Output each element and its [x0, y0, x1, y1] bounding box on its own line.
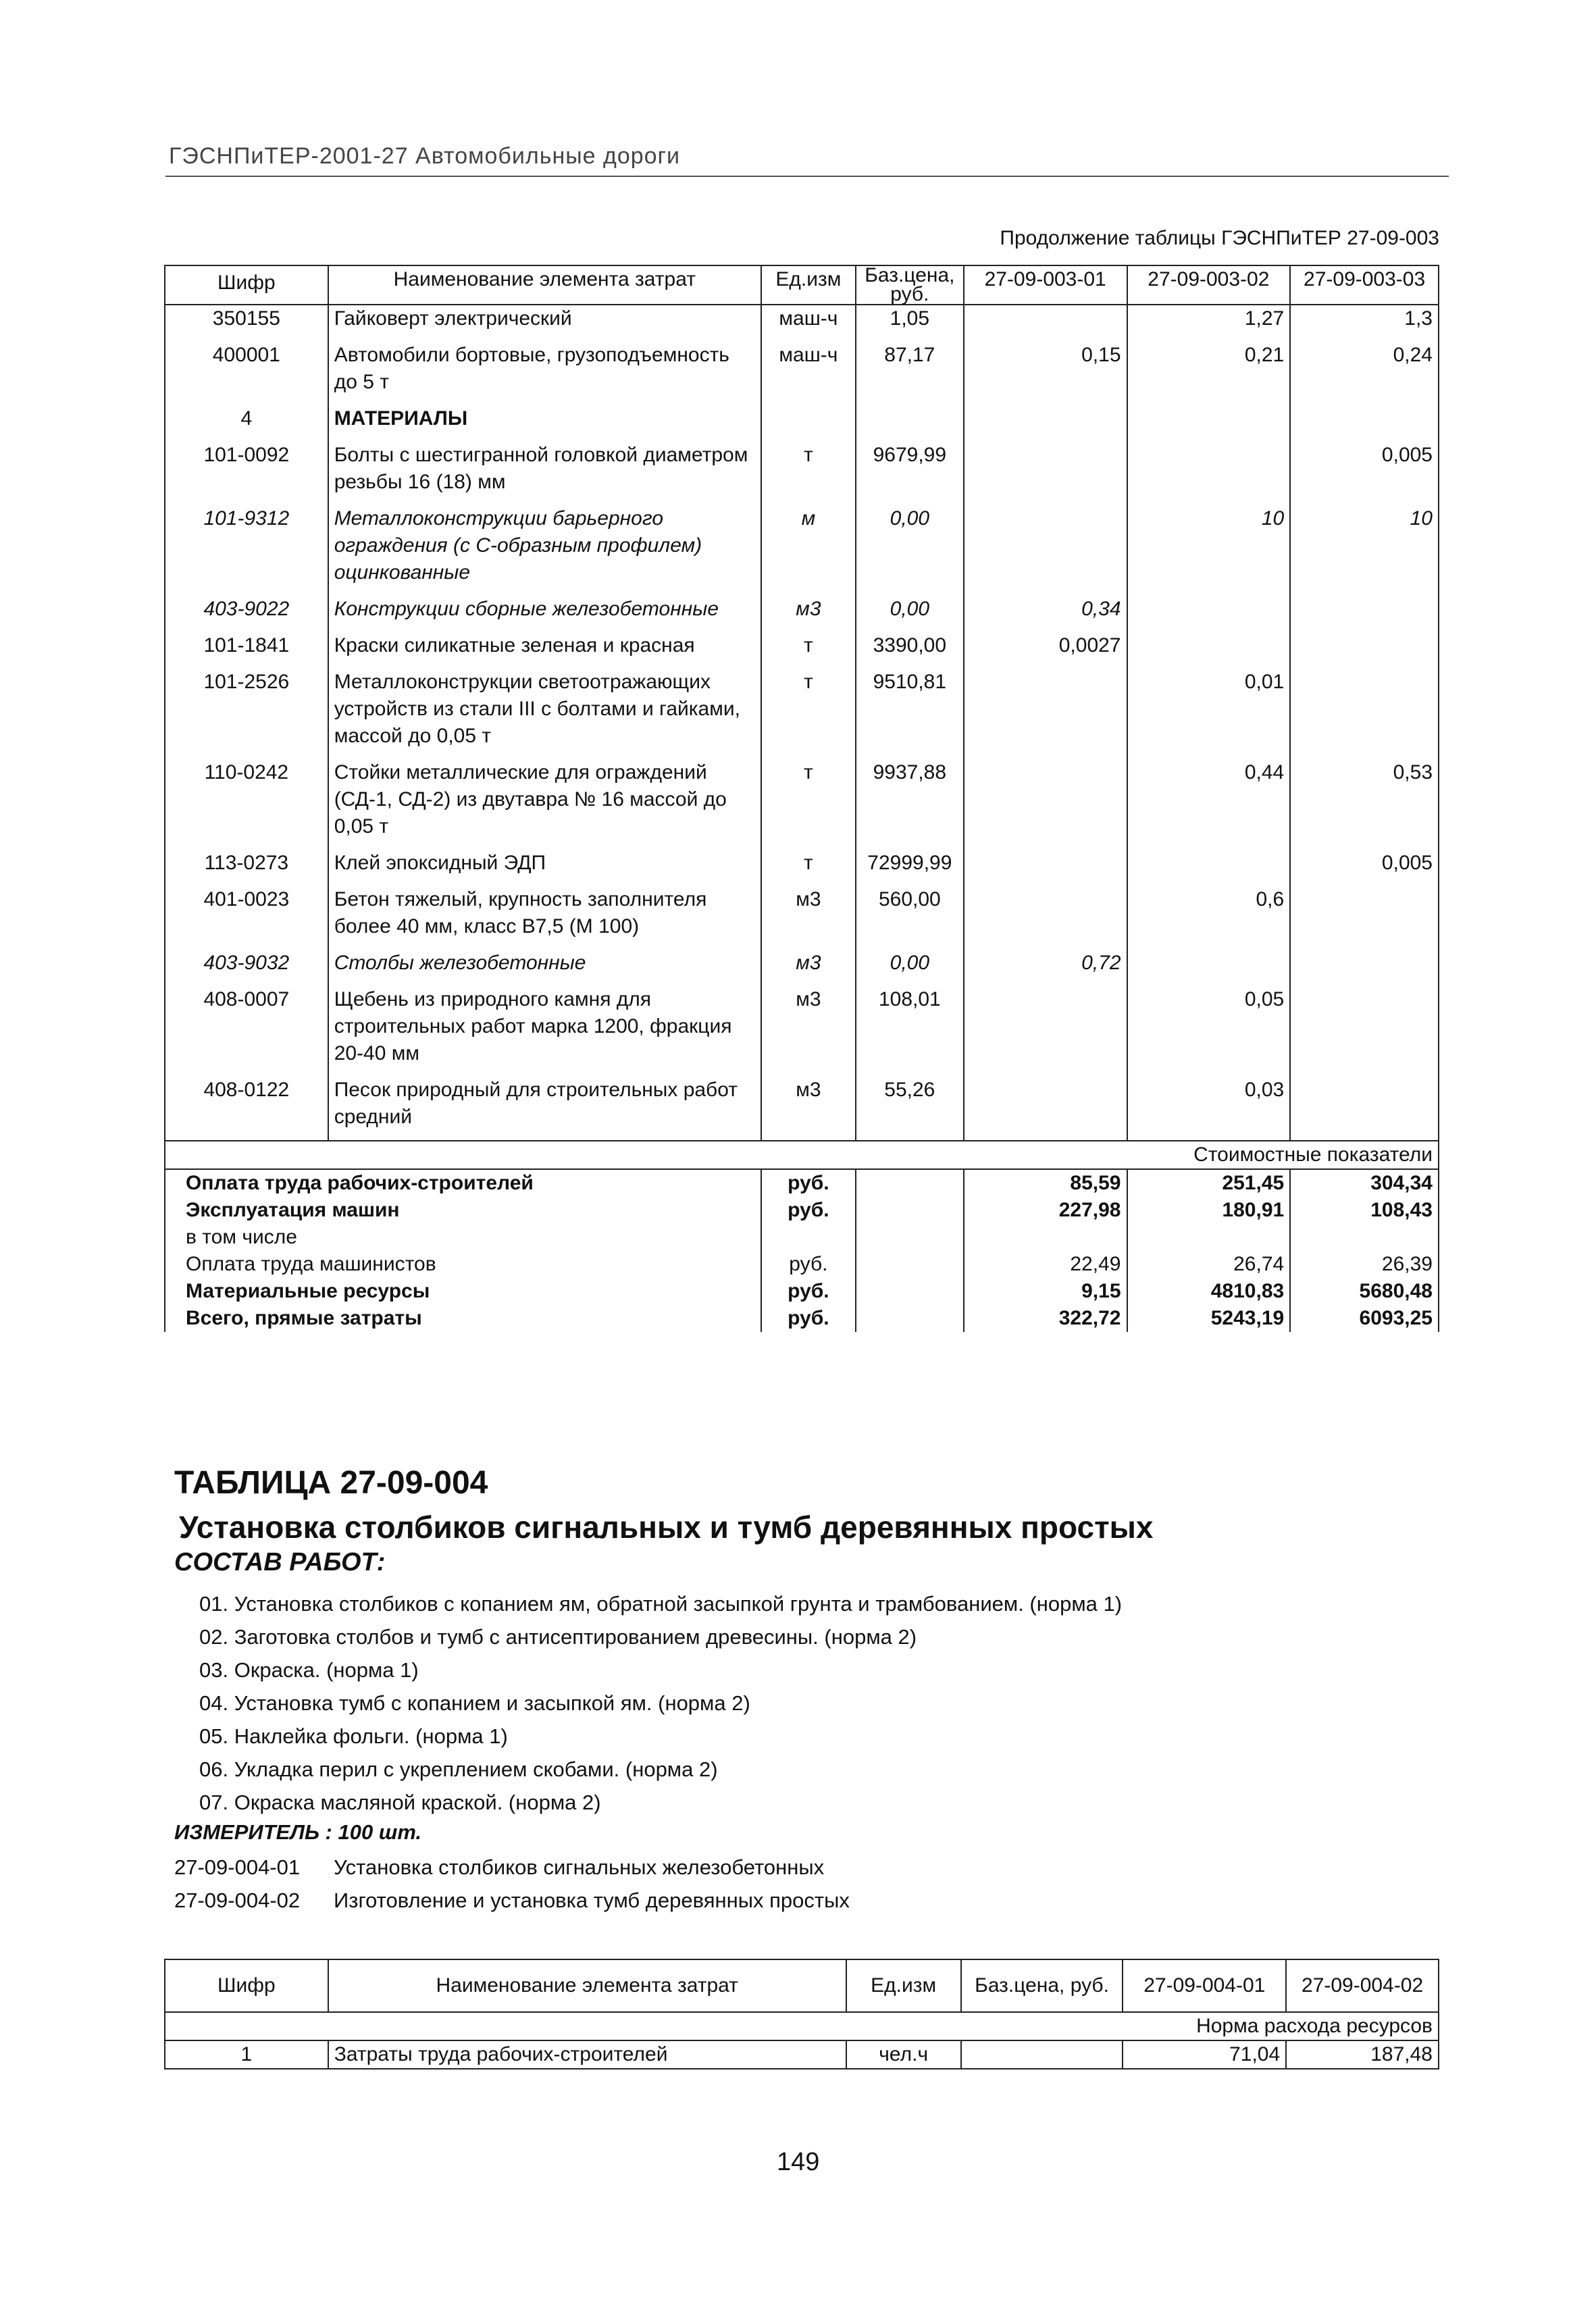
cost-price: [856, 1169, 964, 1197]
cost-value: 5680,48: [1290, 1278, 1439, 1305]
cost-row: [165, 1251, 1439, 1278]
cell-unit: [761, 405, 856, 442]
table-row: [165, 305, 1439, 342]
cost-header: Стоимостные показатели: [165, 1141, 1439, 1169]
col-header: 27-09-004-01: [1123, 1959, 1286, 2012]
work-item: 05. Наклейка фольги. (норма 1): [199, 1724, 508, 1748]
table-row: [165, 759, 1439, 850]
col-header: 27-09-004-02: [1286, 1959, 1439, 2012]
cell-price: 3390,00: [856, 632, 964, 669]
cell-name: Металлоконструкции светоотражающих устройств из стали III с болтами и гайками, массой до 0,05 т: [328, 669, 761, 759]
table-row: [165, 986, 1439, 1077]
cost-unit: руб.: [761, 1169, 856, 1197]
cost-row: [165, 1224, 1439, 1251]
col-header: 27-09-003-02: [1127, 265, 1291, 305]
cost-price: [856, 1278, 964, 1305]
cost-price: [856, 1305, 964, 1332]
cell-name: Краски силикатные зеленая и красная: [328, 632, 761, 669]
cell-value: [1290, 405, 1439, 442]
col-header: Наименование элемента затрат: [328, 1959, 846, 2012]
cost-name: Оплата труда машинистов: [165, 1251, 761, 1278]
table-row: [165, 1077, 1439, 1141]
cell-unit: чел.ч: [846, 2040, 961, 2069]
cell-value: [1290, 632, 1439, 669]
cost-unit: руб.: [761, 1251, 856, 1278]
cost-row: [165, 1197, 1439, 1224]
cell-value: [964, 759, 1127, 850]
cell-value: [964, 986, 1127, 1077]
cell-value: 0,24: [1290, 342, 1439, 405]
cell-code: 403-9022: [165, 596, 328, 632]
cell-value: [1290, 886, 1439, 950]
cell-code: 350155: [165, 305, 328, 342]
col-header: 27-09-003-03: [1290, 265, 1439, 305]
cell-value: [1127, 950, 1291, 986]
cell-code: 408-0007: [165, 986, 328, 1077]
table-row: [165, 632, 1439, 669]
cell-name: Металлоконструкции барьерного ограждения (с С-образным профилем) оцинкованные: [328, 505, 761, 596]
cell-value: 0,15: [964, 342, 1127, 405]
cell-code: 101-0092: [165, 442, 328, 505]
cost-value: 304,34: [1290, 1169, 1439, 1197]
cell-value: [964, 669, 1127, 759]
norm-code: 27-09-004-01: [174, 1855, 301, 1879]
cell-value: [964, 886, 1127, 950]
cell-value: [1290, 986, 1439, 1077]
cell-value: [1127, 850, 1291, 886]
cost-unit: [761, 1224, 856, 1251]
table-row: [165, 2040, 1439, 2069]
cost-name: Оплата труда рабочих-строителей: [165, 1169, 761, 1197]
cell-unit: т: [761, 669, 856, 759]
work-item: 01. Установка столбиков с копанием ям, обратной засыпкой грунта и трамбованием. (норма 1): [199, 1592, 1123, 1616]
norma-row: [165, 2012, 1439, 2040]
cell-price: 0,00: [856, 950, 964, 986]
cell-price: 0,00: [856, 505, 964, 596]
cell-unit: т: [761, 759, 856, 850]
cell-price: [961, 2040, 1123, 2069]
cell-value: 0,21: [1127, 342, 1291, 405]
cell-value: 0,53: [1290, 759, 1439, 850]
cost-unit: руб.: [761, 1197, 856, 1224]
cell-code: 400001: [165, 342, 328, 405]
cost-value: [1127, 1224, 1291, 1251]
cell-price: 9510,81: [856, 669, 964, 759]
cell-name: Бетон тяжелый, крупность заполнителя более 40 мм, класс В7,5 (М 100): [328, 886, 761, 950]
cell-unit: м3: [761, 1077, 856, 1141]
cell-price: 55,26: [856, 1077, 964, 1141]
cost-price: [856, 1251, 964, 1278]
cost-value: 227,98: [964, 1197, 1127, 1224]
cell-value: [1127, 632, 1291, 669]
running-header: ГЭСНПиТЕР-2001-27 Автомобильные дороги: [169, 143, 680, 169]
cell-code: 4: [165, 405, 328, 442]
work-composition-heading: СОСТАВ РАБОТ:: [174, 1548, 386, 1576]
table-row: [165, 669, 1439, 759]
cost-value: 6093,25: [1290, 1305, 1439, 1332]
cell-code: 403-9032: [165, 950, 328, 986]
cost-price: [856, 1197, 964, 1224]
col-header: Баз.цена, руб.: [856, 265, 964, 305]
cell-value: 71,04: [1123, 2040, 1286, 2069]
col-header: Шифр: [165, 1959, 328, 2012]
table-row: [165, 850, 1439, 886]
cost-price: [856, 1224, 964, 1251]
cell-value: 0,005: [1290, 442, 1439, 505]
cell-value: [1290, 950, 1439, 986]
work-item: 03. Окраска. (норма 1): [199, 1658, 419, 1682]
cell-unit: т: [761, 850, 856, 886]
cell-name: Гайковерт электрический: [328, 305, 761, 342]
norm-code-list: [174, 1851, 850, 1917]
norm-description: Изготовление и установка тумб деревянных простых: [334, 1888, 850, 1912]
cell-code: 101-9312: [165, 505, 328, 596]
cell-code: 101-2526: [165, 669, 328, 759]
cell-unit: маш-ч: [761, 342, 856, 405]
page-number: 149: [777, 2148, 820, 2176]
continuation-label: Продолжение таблицы ГЭСНПиТЕР 27-09-003: [1000, 227, 1439, 249]
cost-name: Эксплуатация машин: [165, 1197, 761, 1224]
work-item: 02. Заготовка столбов и тумб с антисептированием древесины. (норма 2): [199, 1625, 917, 1649]
cell-value: [964, 405, 1127, 442]
cell-code: 408-0122: [165, 1077, 328, 1141]
table-title: ТАБЛИЦА 27-09-004: [174, 1465, 488, 1501]
cell-value: [1127, 405, 1291, 442]
cell-name: Болты с шестигранной головкой диаметром резьбы 16 (18) мм: [328, 442, 761, 505]
cell-value: [1290, 596, 1439, 632]
cell-value: [964, 505, 1127, 596]
cell-value: [1127, 596, 1291, 632]
cell-value: 0,6: [1127, 886, 1291, 950]
cost-name: Всего, прямые затраты: [165, 1305, 761, 1332]
cost-name: в том числе: [165, 1224, 761, 1251]
resource-table-27-09-003: [164, 265, 1439, 1332]
cell-name: Клей эпоксидный ЭДП: [328, 850, 761, 886]
table-header-row: [165, 265, 1439, 305]
cell-value: [964, 1077, 1127, 1141]
cost-value: 22,49: [964, 1251, 1127, 1278]
cell-value: [1290, 669, 1439, 759]
cell-value: 0,05: [1127, 986, 1291, 1077]
cost-value: 26,39: [1290, 1251, 1439, 1278]
work-item: 04. Установка тумб с копанием и засыпкой ям. (норма 2): [199, 1691, 750, 1715]
cell-value: [964, 442, 1127, 505]
cost-name: Материальные ресурсы: [165, 1278, 761, 1305]
norma-label: Норма расхода ресурсов: [165, 2012, 1439, 2040]
cell-unit: м3: [761, 986, 856, 1077]
cell-code: 101-1841: [165, 632, 328, 669]
work-item: 06. Укладка перил с укреплением скобами. (норма 2): [199, 1757, 718, 1781]
table-row: [165, 342, 1439, 405]
cell-unit: м: [761, 505, 856, 596]
cell-code: 1: [165, 2040, 328, 2069]
cost-unit: руб.: [761, 1278, 856, 1305]
cell-name: Стойки металлические для ограждений (СД-1, СД-2) из двутавра № 16 массой до 0,05 т: [328, 759, 761, 850]
cell-price: 1,05: [856, 305, 964, 342]
norm-code-item: [174, 1884, 850, 1917]
cell-value: [964, 850, 1127, 886]
cell-price: 9937,88: [856, 759, 964, 850]
cell-unit: м3: [761, 950, 856, 986]
cell-unit: т: [761, 632, 856, 669]
cell-name: Затраты труда рабочих-строителей: [328, 2040, 846, 2069]
cost-unit: руб.: [761, 1305, 856, 1332]
cell-value: [1290, 1077, 1439, 1141]
cell-value: [1127, 442, 1291, 505]
table-row: [165, 505, 1439, 596]
cell-value: 187,48: [1286, 2040, 1439, 2069]
cell-value: 0,01: [1127, 669, 1291, 759]
work-list: [199, 1587, 1122, 1819]
cost-value: 108,43: [1290, 1197, 1439, 1224]
cost-value: 26,74: [1127, 1251, 1291, 1278]
cell-code: 110-0242: [165, 759, 328, 850]
cell-value: 0,34: [964, 596, 1127, 632]
measure-unit: ИЗМЕРИТЕЛЬ : 100 шт.: [174, 1820, 422, 1844]
cost-value: [1290, 1224, 1439, 1251]
table-row: [165, 950, 1439, 986]
table-header-row: [165, 1959, 1439, 2012]
cell-value: 10: [1290, 505, 1439, 596]
cell-price: 87,17: [856, 342, 964, 405]
cell-price: [856, 405, 964, 442]
cell-price: 108,01: [856, 986, 964, 1077]
cell-value: 0,005: [1290, 850, 1439, 886]
table-row: [165, 596, 1439, 632]
cost-value: 85,59: [964, 1169, 1127, 1197]
cost-value: 9,15: [964, 1278, 1127, 1305]
resource-table-27-09-004: [164, 1959, 1439, 2069]
cell-value: 0,03: [1127, 1077, 1291, 1141]
cost-value: 322,72: [964, 1305, 1127, 1332]
cell-code: 401-0023: [165, 886, 328, 950]
cell-name: Конструкции сборные железобетонные: [328, 596, 761, 632]
cost-header-row: [165, 1141, 1439, 1169]
cell-unit: м3: [761, 596, 856, 632]
header-rule: [165, 176, 1449, 177]
col-header: 27-09-003-01: [964, 265, 1127, 305]
norm-code-item: [174, 1851, 850, 1884]
cell-price: 72999,99: [856, 850, 964, 886]
table-subtitle: Установка столбиков сигнальных и тумб деревянных простых: [179, 1510, 1154, 1545]
cost-row: [165, 1305, 1439, 1332]
cell-name: Песок природный для строительных работ средний: [328, 1077, 761, 1141]
cell-value: 0,44: [1127, 759, 1291, 850]
cell-price: 560,00: [856, 886, 964, 950]
col-header: Ед.изм: [846, 1959, 961, 2012]
cell-price: 9679,99: [856, 442, 964, 505]
cost-row: [165, 1169, 1439, 1197]
col-header: Наименование элемента затрат: [328, 265, 761, 305]
cell-code: 113-0273: [165, 850, 328, 886]
cell-price: 0,00: [856, 596, 964, 632]
norm-description: Установка столбиков сигнальных железобетонных: [334, 1855, 825, 1879]
cell-value: [964, 305, 1127, 342]
cost-value: 5243,19: [1127, 1305, 1291, 1332]
norm-code: 27-09-004-02: [174, 1888, 301, 1912]
cell-value: 0,0027: [964, 632, 1127, 669]
work-item: 07. Окраска масляной краской. (норма 2): [199, 1791, 601, 1814]
cell-name: Щебень из природного камня для строительных работ марка 1200, фракция 20-40 мм: [328, 986, 761, 1077]
table-row: [165, 886, 1439, 950]
cell-value: 1,3: [1290, 305, 1439, 342]
cost-row: [165, 1278, 1439, 1305]
cell-unit: м3: [761, 886, 856, 950]
table-row: [165, 405, 1439, 442]
cell-name: Автомобили бортовые, грузоподъемность до 5 т: [328, 342, 761, 405]
cell-name: МАТЕРИАЛЫ: [328, 405, 761, 442]
col-header: Ед.изм: [761, 265, 856, 305]
cost-value: [964, 1224, 1127, 1251]
cell-value: 0,72: [964, 950, 1127, 986]
cell-unit: т: [761, 442, 856, 505]
cost-value: 180,91: [1127, 1197, 1291, 1224]
cell-unit: маш-ч: [761, 305, 856, 342]
cost-value: 4810,83: [1127, 1278, 1291, 1305]
cost-value: 251,45: [1127, 1169, 1291, 1197]
cost-summary: [165, 1141, 1439, 1332]
table-body: [165, 305, 1439, 1141]
cell-value: 1,27: [1127, 305, 1291, 342]
col-header: Баз.цена, руб.: [961, 1959, 1123, 2012]
cell-value: 10: [1127, 505, 1291, 596]
table-row: [165, 442, 1439, 505]
cell-name: Столбы железобетонные: [328, 950, 761, 986]
col-header: Шифр: [165, 265, 328, 305]
